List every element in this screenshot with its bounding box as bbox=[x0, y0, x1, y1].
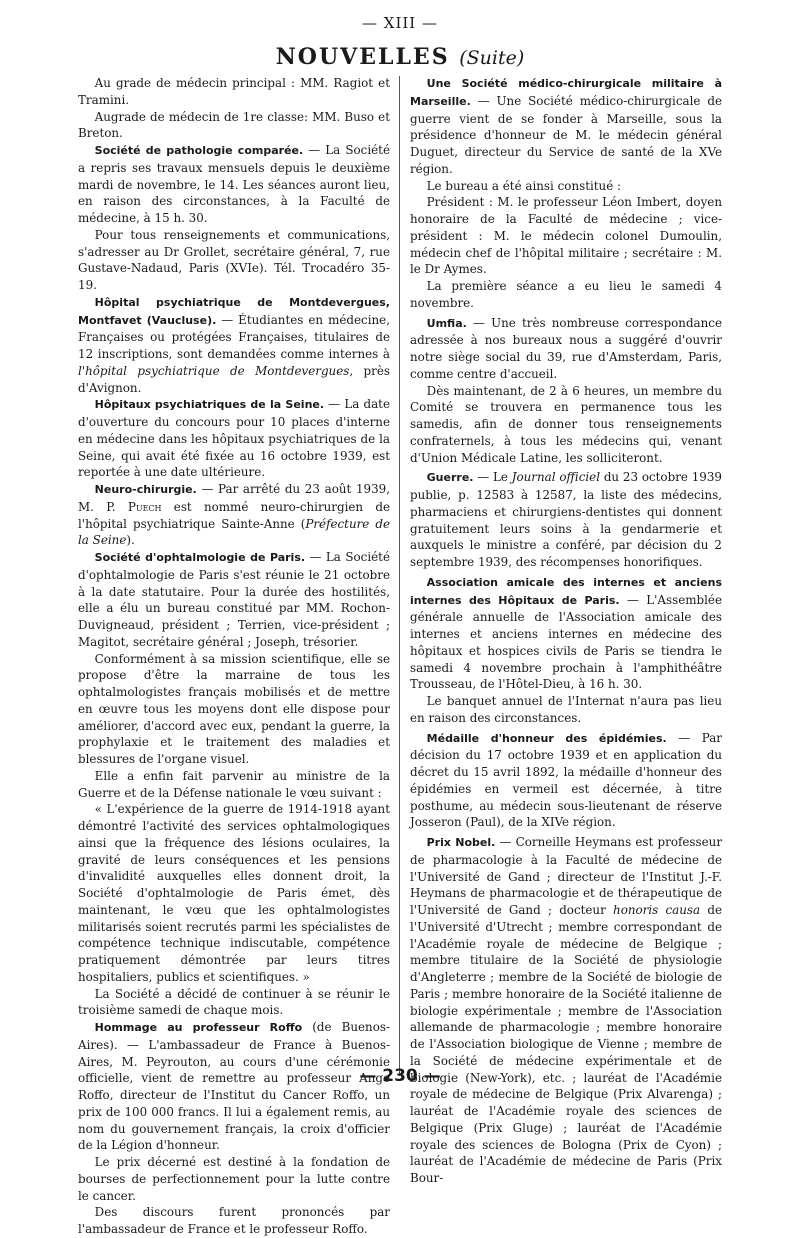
paragraph: Conformément à sa mission scientifique, elle se propose d'être la marraine de tous les ophtalmologistes français mobilisés et de mettre en œuvre tous les moyens dont elle dispose pour améliorer, d'accord avec eux, pendant la guerre, la prophylaxie et le traitement des maladies et blessures de l'organe visuel. bbox=[78, 651, 390, 766]
paragraph: Des discours furent prononcés par l'ambassadeur de France et le professeur Roffo. bbox=[78, 1205, 390, 1236]
item-body: — La date d'ouverture du concours pour 10 places d'interne en médecine dans les hôpitaux psychiatriques de la Seine, qui avait été fixée au 16 octobre 1939, est reportée à une date ultérieure. bbox=[78, 397, 390, 480]
item-italic: Journal officiel bbox=[511, 470, 601, 485]
item-body: — Par décision du 17 octobre 1939 et en application du décret du 15 avril 1892, la médaille d'honneur des épidémies en vermeil est décernée, à titre posthume, au médecin sous-lieutenant de réserve Josseron (Paul), de la XIVe région. bbox=[410, 730, 722, 830]
paragraph: Pour tous renseignements et communications, s'adresser au Dr Grollet, secrétaire général, 7, rue Gustave-Nadaud, Paris (XVIe). Tél. Trocadéro 35-19. bbox=[78, 227, 390, 292]
item-body-2: est nommé neuro-chirurgien de l'hôpital psychiatrique Sainte-Anne ( bbox=[78, 499, 390, 531]
item-heading: Umfia. bbox=[426, 316, 467, 330]
item-body-2: du 23 octobre 1939 publie, p. 12583 à 12587, la liste des médecins, pharmaciens et chirurgiens-dentistes qui donnent gratuitement leurs soins à la gendarmerie et auxquels le ministre a conféré, par décision du 2 septembre 1939, des récompenses honorifiques. bbox=[410, 470, 722, 569]
item-body: — L'Assemblée générale annuelle de l'Association amicale des internes et anciens internes en médecine des hôpitaux et hospices civils de Paris se tiendra le samedi 4 novembre prochain à l'amphithéâtre Trousseau, de l'Hôtel-Dieu, à 16 h. 30. bbox=[410, 592, 722, 692]
paragraph: Dès maintenant, de 2 à 6 heures, un membre du Comité se trouvera en permanence tous les samedis, afin de donner tous renseignements confraternels, à tous les médecins qui, venant d'Union Médicale Latine, les solliciteront. bbox=[410, 383, 722, 465]
news-item-marseille bbox=[410, 75, 722, 178]
news-item-medaille bbox=[410, 730, 722, 832]
item-body: — Par arrêté du 23 août 1939, M. P. bbox=[78, 482, 390, 514]
news-item-neuro-chirurgie bbox=[78, 481, 390, 549]
paragraph: La première séance a eu lieu le samedi 4 novembre. bbox=[410, 279, 722, 310]
news-item-montdevergues bbox=[78, 294, 390, 397]
item-body: — Le bbox=[473, 470, 512, 485]
item-body: — Corneille Heymans est professeur de pharmacologie à la Faculté de médecine de l'Université de Gand ; directeur de l'Institut J.-F. Heymans de pharmacologie et de thérapeutique de l'Université de Gand ; docteur bbox=[410, 835, 723, 917]
news-item-internes bbox=[410, 574, 722, 693]
item-name: Puech bbox=[127, 499, 162, 514]
item-body: — Une Société médico-chirurgicale de guerre vient de se fonder à Marseille, sous la présidence d'honneur de M. le médecin général Duguet, directeur du Service de santé de la XVe région. bbox=[410, 93, 722, 176]
item-italic: honoris causa bbox=[613, 903, 701, 917]
news-item-nobel bbox=[410, 834, 722, 1187]
news-item-seine bbox=[78, 396, 390, 481]
item-heading: Hôpital psychiatrique de Montdevergues, Montfavet (Vaucluse). bbox=[78, 295, 390, 327]
running-head: — XIII — bbox=[362, 14, 438, 32]
paragraph: Elle a enfin fait parvenir au ministre de la Guerre et de la Défense nationale le vœu suivant : bbox=[78, 768, 390, 800]
item-heading: Neuro-chirurgie. bbox=[94, 483, 197, 496]
item-italic: Préfecture de la Seine bbox=[78, 516, 391, 548]
item-heading: Guerre. bbox=[426, 471, 474, 485]
paragraph: Augrade de médecin de 1re classe: MM. Buso et Breton. bbox=[78, 109, 390, 141]
item-heading: Hommage au professeur Roffo bbox=[94, 1021, 303, 1034]
paragraph: Président : M. le professeur Léon Imbert, doyen honoraire de la Faculté de médecine ; vice-président : M. le médecin colonel Dumoulin, médecin chef de l'hôpital militaire ; secrétaire : M. le Dr Aymes. bbox=[410, 195, 722, 277]
news-item-ophtalmologie bbox=[78, 549, 390, 651]
item-heading: Association amicale des internes et anciens internes des Hôpitaux de Paris. bbox=[410, 575, 722, 607]
paragraph: Le bureau a été ainsi constitué : bbox=[426, 178, 622, 193]
item-body: — Une très nombreuse correspondance adressée à nos bureaux nous a suggéré d'ouvrir notre siège social du 39, rue d'Amsterdam, Paris, comme centre d'accueil. bbox=[410, 315, 722, 381]
page-number: — 230 — bbox=[359, 1066, 441, 1086]
news-item-umfia bbox=[410, 315, 722, 383]
news-item-guerre bbox=[410, 469, 722, 571]
paragraph-quote: « L'expérience de la guerre de 1914-1918 ayant démontré l'activité des services ophtalmologiques ainsi que la fréquence des lésions oculaires, la gravité de leurs conséquences et les pensions d'invalidité auxquelles elles donnent droit, la Société d'ophtalmologie de Paris émet, dès maintenant, le vœu que les ophtalmologistes militarisés soient recrutés parmi les spécialistes de compétence technique indiscutable, compétence pratiquement démontrée par leurs titres hospitaliers, publics et scientifiques. » bbox=[78, 802, 390, 984]
item-body-end: , près d'Avignon. bbox=[78, 363, 390, 395]
news-item-roffo bbox=[78, 1019, 390, 1154]
section-title-suffix: (Suite) bbox=[459, 47, 525, 69]
item-body-end: ). bbox=[126, 533, 135, 548]
item-heading: Une Société médico-chirurgicale militaire à Marseille. bbox=[410, 77, 722, 108]
item-heading: Hôpitaux psychiatriques de la Seine. bbox=[94, 398, 325, 412]
item-body: (de Buenos-Aires). — L'ambassadeur de France à Buenos-Aires, M. Peyrouton, au cours d'une cérémonie officielle, vient de remettre au professeur Ange Roffo, directeur de l'Institut du Cancer Roffo, un prix de 100 000 francs. Il lui a également remis, au nom du gouvernement français, la croix d'officier de la Légion d'honneur. bbox=[78, 1020, 390, 1153]
column-divider bbox=[399, 76, 400, 1076]
item-body: — La Société d'ophtalmologie de Paris s'est réunie le 21 octobre à la date statutaire. Pour la durée des hostilités, elle a élu un bureau constitué par MM. Rochon-Duvigneaud, président ; Terrien, vice-président ; Magitot, secrétaire général ; Joseph, trésorier. bbox=[78, 550, 390, 649]
paragraph: Le banquet annuel de l'Internat n'aura pas lieu en raison des circonstances. bbox=[410, 694, 722, 725]
item-italic: l'hôpital psychiatrique de Montdevergues bbox=[78, 363, 350, 378]
news-item-pathologie bbox=[78, 142, 390, 227]
paragraph: Le prix décerné est destiné à la fondation de bourses de perfectionnement pour la lutte contre le cancer. bbox=[78, 1155, 390, 1203]
section-title bbox=[0, 44, 800, 70]
right-column bbox=[410, 75, 722, 1187]
item-heading: Société de pathologie comparée. bbox=[94, 144, 304, 157]
item-heading: Prix Nobel. bbox=[426, 836, 496, 849]
item-heading: Médaille d'honneur des épidémies. bbox=[426, 731, 667, 745]
left-column bbox=[78, 75, 390, 1238]
section-title-text: NOUVELLES bbox=[275, 44, 450, 70]
item-body: — Étudiantes en médecine, Françaises ou protégées Françaises, titulaires de 12 inscriptions, sont demandées comme internes à bbox=[78, 312, 390, 361]
item-heading: Société d'ophtalmologie de Paris. bbox=[94, 551, 306, 564]
paragraph: La Société a décidé de continuer à se réunir le troisième samedi de chaque mois. bbox=[78, 986, 390, 1018]
item-body: — La Société a repris ses travaux mensuels depuis le deuxième mardi de novembre, le 14. Les séances auront lieu, en raison des circonstances, à la Faculté de médecine, à 15 h. 30. bbox=[78, 143, 390, 225]
paragraph: Au grade de médecin principal : MM. Ragiot et Tramini. bbox=[78, 76, 390, 107]
item-body-2: de l'Université d'Utrecht ; membre correspondant de l'Académie royale de médecine de Belgique ; membre titulaire de la Société de physiologie d'Angleterre ; membre de la Société de biologie de Paris ; membre honoraire de la Société italienne de biologie expérimentale ; membre de l'Association allemande de pharmacologie ; membre honoraire de l'Association biologique de Vienne ; membre de la Société de médecine expérimentale et de biologie (New-York), etc. ; lauréat de l'Académie royale de médecine de Belgique (Prix Alvarenga) ; lauréat de l'Académie royale des sciences de Belgique (Prix Gluge) ; lauréat de l'Académie royale des sciences de Bologna (Prix de Cyon) ; lauréat de l'Académie de médecine de Paris (Prix Bour- bbox=[410, 903, 722, 1185]
